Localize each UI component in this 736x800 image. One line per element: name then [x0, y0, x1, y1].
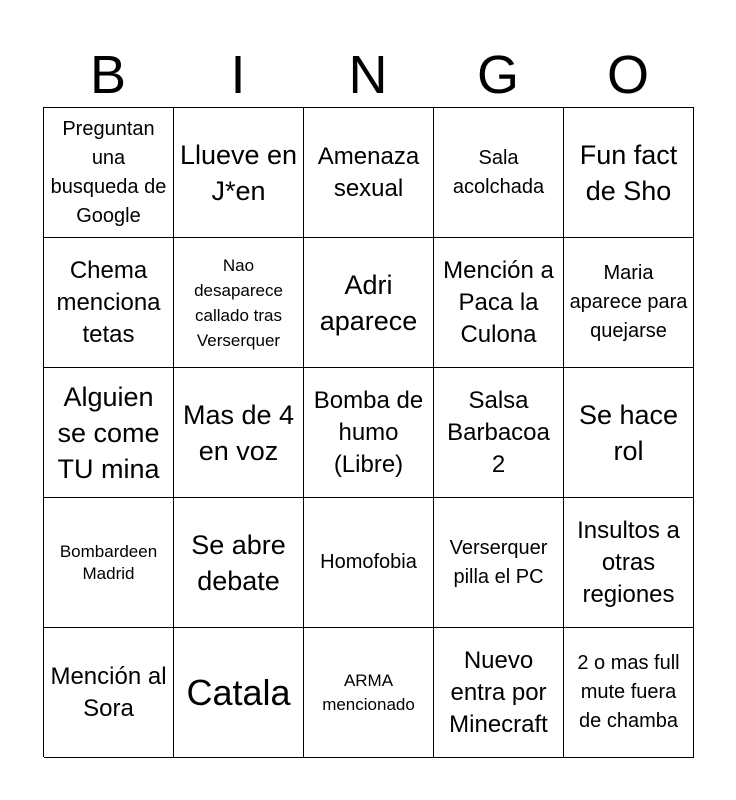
bingo-cell[interactable]	[44, 368, 174, 498]
bingo-cell[interactable]	[434, 108, 564, 238]
header-letter-g: G	[476, 45, 519, 105]
cell-text: Sala acolchada	[452, 146, 545, 198]
cell-text: Chema menciona tetas	[56, 256, 161, 348]
bingo-cell[interactable]	[564, 368, 694, 498]
cell-text: Alguien se come TU mina	[57, 381, 160, 484]
cell-text: Llueve en J*en	[179, 139, 298, 206]
cell-text: Catala	[186, 671, 291, 713]
cell-text: Mas de 4 en voz	[182, 399, 295, 466]
bingo-cell[interactable]	[44, 498, 174, 628]
cell-text: Bombardeen Madrid	[59, 541, 158, 583]
cell-text: Mención a Paca la Culona	[443, 256, 554, 348]
bingo-cell[interactable]	[304, 238, 434, 368]
bingo-cell[interactable]	[174, 628, 304, 758]
bingo-cell[interactable]	[174, 108, 304, 238]
cell-text: Nuevo entra por Minecraft	[449, 646, 548, 738]
header-letter-i: I	[230, 45, 246, 105]
bingo-cell[interactable]	[44, 238, 174, 368]
bingo-cell[interactable]	[174, 498, 304, 628]
cell-text: Salsa Barbacoa 2	[447, 386, 550, 478]
cell-text: Se abre debate	[191, 529, 286, 596]
cell-text: ARMA mencionado	[322, 670, 415, 714]
bingo-cell[interactable]	[564, 238, 694, 368]
bingo-cell[interactable]	[434, 498, 564, 628]
cell-text: Adri aparece	[319, 269, 418, 336]
bingo-cell[interactable]	[44, 628, 174, 758]
bingo-cell[interactable]	[304, 108, 434, 238]
header-letter-n: N	[348, 45, 388, 105]
bingo-board	[43, 107, 694, 757]
cell-text: Verserquer pilla el PC	[449, 536, 548, 588]
cell-text: 2 o mas full mute fuera de chamba	[577, 652, 680, 732]
cell-text: Preguntan una busqueda de Google	[50, 117, 167, 227]
bingo-cell[interactable]	[564, 628, 694, 758]
bingo-cell[interactable]	[174, 368, 304, 498]
bingo-cell[interactable]	[434, 628, 564, 758]
bingo-cell[interactable]	[304, 498, 434, 628]
bingo-header	[43, 44, 693, 106]
cell-text: Insultos a otras regiones	[577, 516, 680, 608]
bingo-cell[interactable]	[174, 238, 304, 368]
bingo-cell[interactable]	[304, 368, 434, 498]
header-letter-b: B	[89, 45, 127, 105]
cell-text: Maria aparece para quejarse	[569, 262, 688, 342]
cell-text: Mención al Sora	[50, 662, 167, 722]
cell-text: Homofobia	[320, 551, 417, 573]
bingo-cell[interactable]	[564, 498, 694, 628]
bingo-cell[interactable]	[44, 108, 174, 238]
header-letter-o: O	[606, 45, 649, 105]
bingo-cell[interactable]	[304, 628, 434, 758]
bingo-cell[interactable]	[434, 368, 564, 498]
cell-text: Nao desaparece callado tras Verserquer	[194, 255, 283, 350]
cell-text: Se hace rol	[578, 399, 679, 466]
bingo-cell[interactable]	[434, 238, 564, 368]
cell-text: Bomba de humo (Libre)	[313, 386, 424, 478]
bingo-cell[interactable]	[564, 108, 694, 238]
cell-text: Fun fact de Sho	[579, 139, 678, 206]
cell-text: Amenaza sexual	[317, 142, 420, 202]
